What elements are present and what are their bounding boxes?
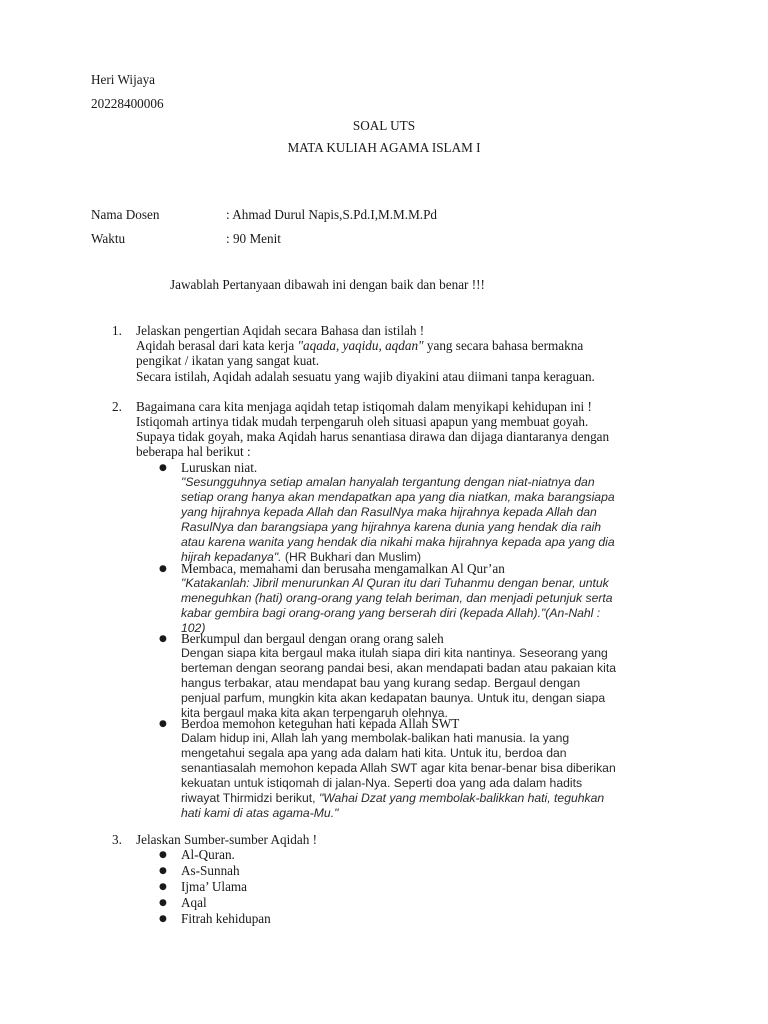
lecturer-label: Nama Dosen xyxy=(91,207,160,222)
source-item: Aqal xyxy=(181,895,207,910)
point-4-line: mengetahui segala apa yang ada dalam hati kita. Untuk itu, berdoa dan xyxy=(181,746,567,760)
question-1-number: 1. xyxy=(112,323,122,338)
document-title: SOAL UTS xyxy=(352,118,416,133)
time-label: Waktu xyxy=(91,231,126,246)
point-4-line: hati kami di atas agama-Mu." xyxy=(181,806,339,820)
student-name: Heri Wijaya xyxy=(91,72,156,87)
source-item: Fitrah kehidupan xyxy=(181,911,271,926)
point-4-line: Dalam hidup ini, Allah lah yang membolak-balikan hati manusia. Ia yang xyxy=(181,731,570,745)
point-1-line: atau karena wanita yang hendak dia nikahi maka hijrahnya kepada apa yang dia xyxy=(181,535,615,549)
question-2-answer-line: Istiqomah artinya tidak mudah terpengaruh oleh situasi apapun yang membuat goyah. xyxy=(136,414,589,429)
bullet-icon: ● xyxy=(159,866,167,876)
point-3-line: hangus terbakar, atau mendapat bau yang kurang sedap. Bergaul dengan xyxy=(181,676,581,690)
point-2-title: Membaca, memahami dan berusaha mengamalkan Al Qur’an xyxy=(181,561,505,576)
point-2-line: "Katakanlah: Jibril menurunkan Al Quran itu dari Tuhanmu dengan benar, untuk xyxy=(181,576,609,590)
point-1-line: setiap orang hanya akan mendapatkan apa yang dia niatkan, maka barangsiapa xyxy=(181,490,615,504)
point-4-title: Berdoa memohon keteguhan hati kepada Allah SWT xyxy=(181,716,460,731)
point-2-line: meneguhkan (hati) orang-orang yang telah beriman, dan menjadi petunjuk serta xyxy=(181,591,613,605)
question-1-answer-line: Secara istilah, Aqidah adalah sesuatu yang wajib diyakini atau diimani tanpa keraguan. xyxy=(136,369,595,384)
point-4-line: riwayat Thirmidzi berikut, "Wahai Dzat yang membolak-balikkan hati, teguhkan xyxy=(181,791,605,805)
source-item: Ijma’ Ulama xyxy=(181,879,248,894)
point-3-line: berteman dengan seorang pandai besi, akan mendapati badan atau pakaian kita xyxy=(181,661,617,675)
bullet-icon: ● xyxy=(159,634,167,644)
point-3-line: penjual parfum, mungkin kita akan kedapatan baunya. Untuk itu, dengan siapa xyxy=(181,691,606,705)
bullet-icon: ● xyxy=(159,850,167,860)
point-2-line: 102) xyxy=(181,621,206,635)
point-3-line: kita bergaul maka kita akan terpengaruh olehnya. xyxy=(181,706,448,720)
question-2-answer-line: Supaya tidak goyah, maka Aqidah harus senantiasa dirawa dan dijaga diantaranya dengan xyxy=(136,429,610,444)
point-1-line: "Sesungguhnya setiap amalan hanyalah tergantung dengan niat-niatnya dan xyxy=(181,475,595,489)
question-3-number: 3. xyxy=(112,832,122,847)
document-subtitle: MATA KULIAH AGAMA ISLAM I xyxy=(287,140,481,155)
instruction: Jawablah Pertanyaan dibawah ini dengan baik dan benar !!! xyxy=(170,277,485,292)
bullet-icon: ● xyxy=(159,914,167,924)
point-1-line: hijrah kepadanya". (HR Bukhari dan Muslim) xyxy=(181,550,422,564)
point-1-line: yang hijrahnya kepada Allah dan RasulNya maka hijrahnya kepada Allah dan xyxy=(181,505,597,519)
source-item: Al-Quran. xyxy=(181,847,235,862)
question-2-answer-line: beberapa hal berikut : xyxy=(136,444,251,459)
bullet-icon: ● xyxy=(159,882,167,892)
source-item: As-Sunnah xyxy=(181,863,240,878)
point-3-line: Dengan siapa kita bergaul maka itulah siapa diri kita nantinya. Seseorang yang xyxy=(181,646,608,660)
lecturer-value: : Ahmad Durul Napis,S.Pd.I,M.M.M.Pd xyxy=(226,207,438,222)
bullet-icon: ● xyxy=(159,564,167,574)
point-3-title: Berkumpul dan bergaul dengan orang orang saleh xyxy=(181,631,444,646)
question-1-answer-line: Aqidah berasal dari kata kerja "aqada, yaqidu, aqdan" yang secara bahasa bermakna xyxy=(136,338,584,353)
question-2-number: 2. xyxy=(112,399,122,414)
question-1-answer-line: pengikat / ikatan yang sangat kuat. xyxy=(136,353,320,368)
point-1-line: RasulNya dan barangsiapa yang hijrahnya karena dunia yang hendak dia raih xyxy=(181,520,602,534)
point-4-line: kekuatan untuk istiqomah di jalan-Nya. Seperti doa yang ada dalam hadits xyxy=(181,776,583,790)
student-id: 20228400006 xyxy=(91,96,164,111)
bullet-icon: ● xyxy=(159,898,167,908)
bullet-icon: ● xyxy=(159,719,167,729)
bullet-icon: ● xyxy=(159,463,167,473)
question-1-text: Jelaskan pengertian Aqidah secara Bahasa dan istilah ! xyxy=(136,323,425,338)
question-2-text: Bagaimana cara kita menjaga aqidah tetap istiqomah dalam menyikapi kehidupan ini ! xyxy=(136,399,592,414)
time-value: : 90 Menit xyxy=(226,231,281,246)
point-2-line: kabar gembira bagi orang-orang yang berserah diri (kepada Allah)."(An-Nahl : xyxy=(181,606,601,620)
point-1-title: Luruskan niat. xyxy=(181,460,258,475)
question-3-text: Jelaskan Sumber-sumber Aqidah ! xyxy=(136,832,318,847)
point-4-line: senantiasalah memohon kepada Allah SWT agar kita benar-benar bisa diberikan xyxy=(181,761,616,775)
